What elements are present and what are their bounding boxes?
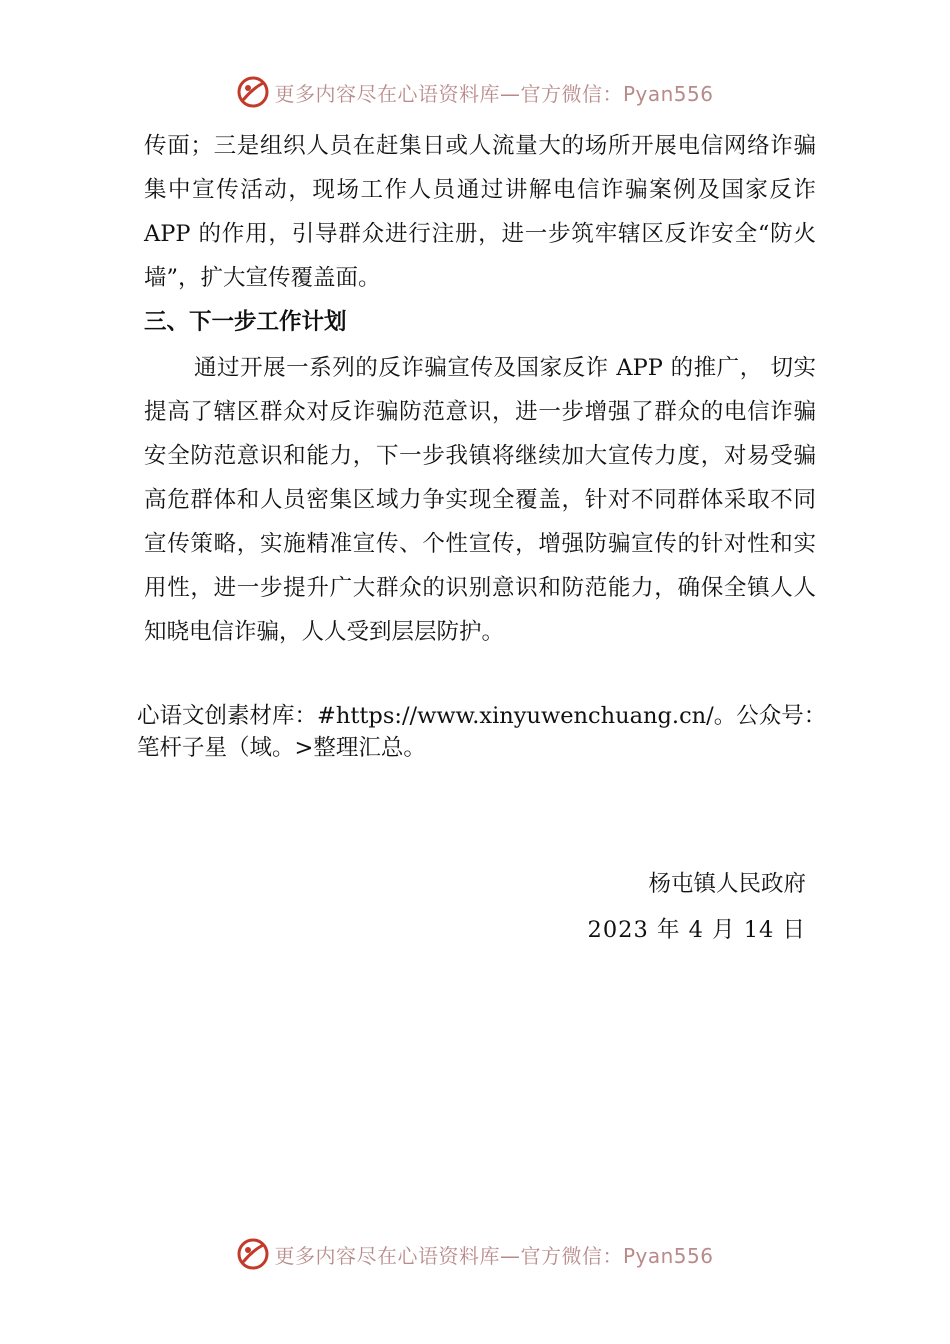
banner-text: 更多内容尽在心语资料库—官方微信：Pyan556 xyxy=(274,1243,714,1268)
signature-organization: 杨屯镇人民政府 xyxy=(648,871,806,897)
circle-brush-logo-icon xyxy=(236,75,270,109)
body-paragraph-continued xyxy=(144,124,816,300)
banner-text: 更多内容尽在心语资料库—官方微信：Pyan556 xyxy=(274,81,714,106)
footer-banner xyxy=(0,1232,950,1276)
source-note xyxy=(137,700,827,764)
body-paragraph-plan xyxy=(144,346,816,654)
source-note-text: 心语文创素材库：#https://www.xinyuwenchuang.cn/。公众号：笔杆子星（域。>整理汇总。 xyxy=(137,703,827,761)
paragraph-text: 传面；三是组织人员在赶集日或人流量大的场所开展电信网络诈骗集中宣传活动，现场工作人员通过讲解电信诈骗案例及国家反诈 APP 的作用，引导群众进行注册，进一步筑牢辖区反诈安全“防火墙”，扩大宣传覆盖面。 xyxy=(144,133,816,291)
circle-brush-logo-icon xyxy=(236,1237,270,1271)
signature-date: 2023 年 4 月 14 日 xyxy=(587,917,806,943)
section-heading: 三、下一步工作计划 xyxy=(144,309,347,335)
header-banner xyxy=(0,70,950,114)
paragraph-text: 通过开展一系列的反诈骗宣传及国家反诈 APP 的推广， 切实提高了辖区群众对反诈骗防范意识，进一步增强了群众的电信诈骗安全防范意识和能力，下一步我镇将继续加大宣传力度，对易受骗高危群体和人员密集区域力争实现全覆盖，针对不同群体采取不同宣传策略，实施精准宣传、个性宣传，增强防骗宣传的针对性和实用性，进一步提升广大群众的识别意识和防范能力，确保全镇人人知晓电信诈骗，人人受到层层防护。 xyxy=(144,355,816,645)
